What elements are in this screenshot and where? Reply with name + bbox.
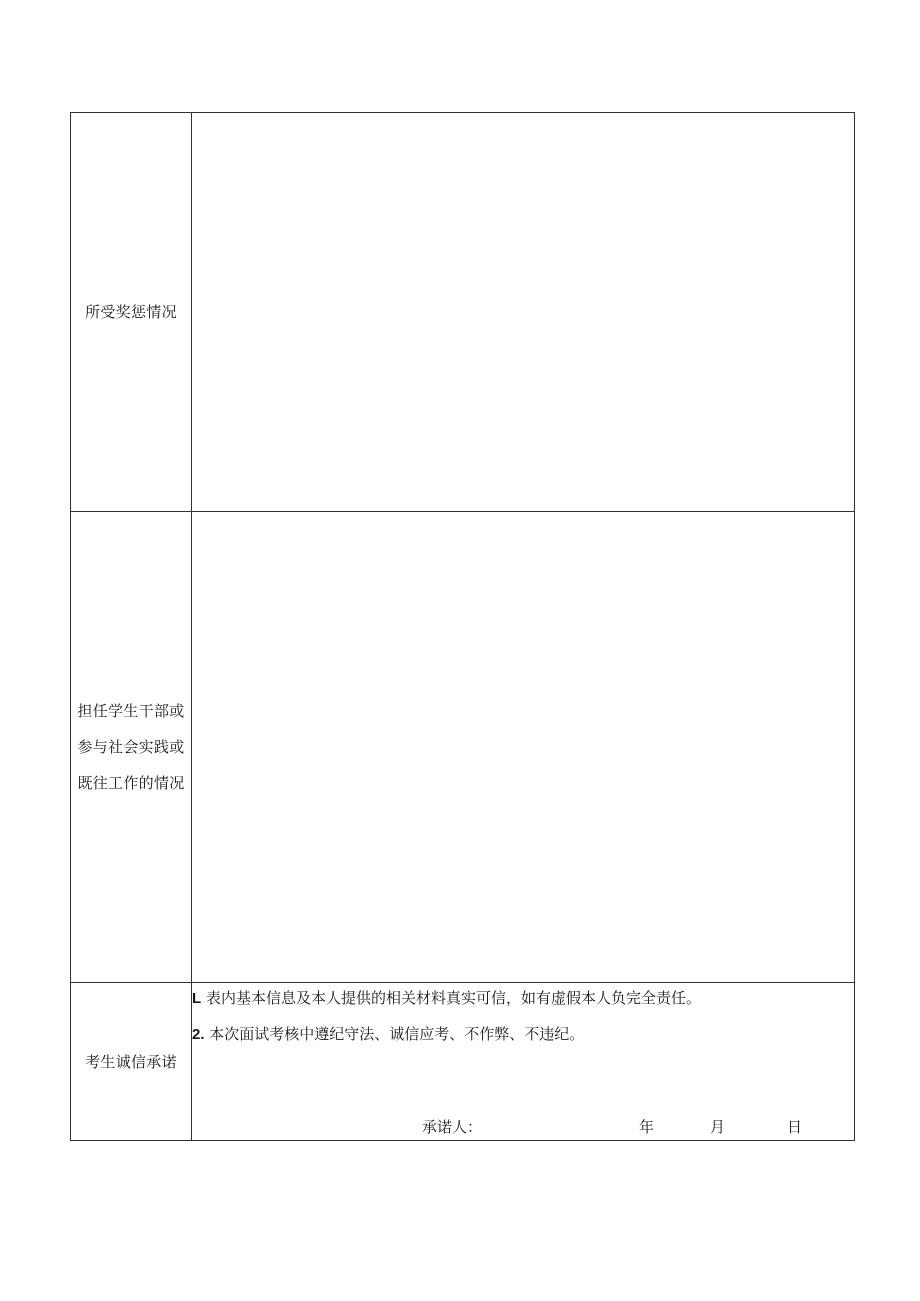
pledge-item [192, 988, 701, 1009]
pledge-item-text: 本次面试考核中遵纪守法、诚信应考、不作弊、不违纪。 [209, 1025, 585, 1043]
pledge-item-number: L [192, 990, 202, 1007]
cadre-label-line: 既往工作的情况 [77, 774, 185, 792]
integrity-content-cell [192, 983, 854, 1141]
pledge-item [192, 1024, 584, 1045]
year-label: 年 [639, 1118, 655, 1136]
pledge-item-number: 2. [192, 1026, 205, 1043]
cadre-label-line: 担任学生干部或 [77, 702, 185, 720]
awards-label: 所受奖惩情况 [85, 303, 177, 321]
pledge-item-text: 表内基本信息及本人提供的相关材料真实可信，如有虚假本人负完全责任。 [205, 989, 701, 1007]
day-label: 日 [787, 1118, 803, 1136]
awards-label-cell [71, 113, 192, 511]
awards-row [71, 113, 854, 512]
cadre-label [77, 693, 184, 801]
integrity-label-cell [71, 983, 192, 1141]
integrity-label: 考生诚信承诺 [85, 1053, 177, 1071]
application-form-table [70, 112, 855, 1141]
cadre-label-cell [71, 512, 192, 982]
month-label: 月 [710, 1118, 726, 1136]
awards-content-cell[interactable] [192, 113, 854, 511]
integrity-row [71, 983, 854, 1141]
cadre-label-line: 参与社会实践或 [77, 738, 185, 756]
cadre-row [71, 512, 854, 983]
cadre-content-cell[interactable] [192, 512, 854, 982]
promisor-label: 承诺人： [422, 1118, 483, 1136]
